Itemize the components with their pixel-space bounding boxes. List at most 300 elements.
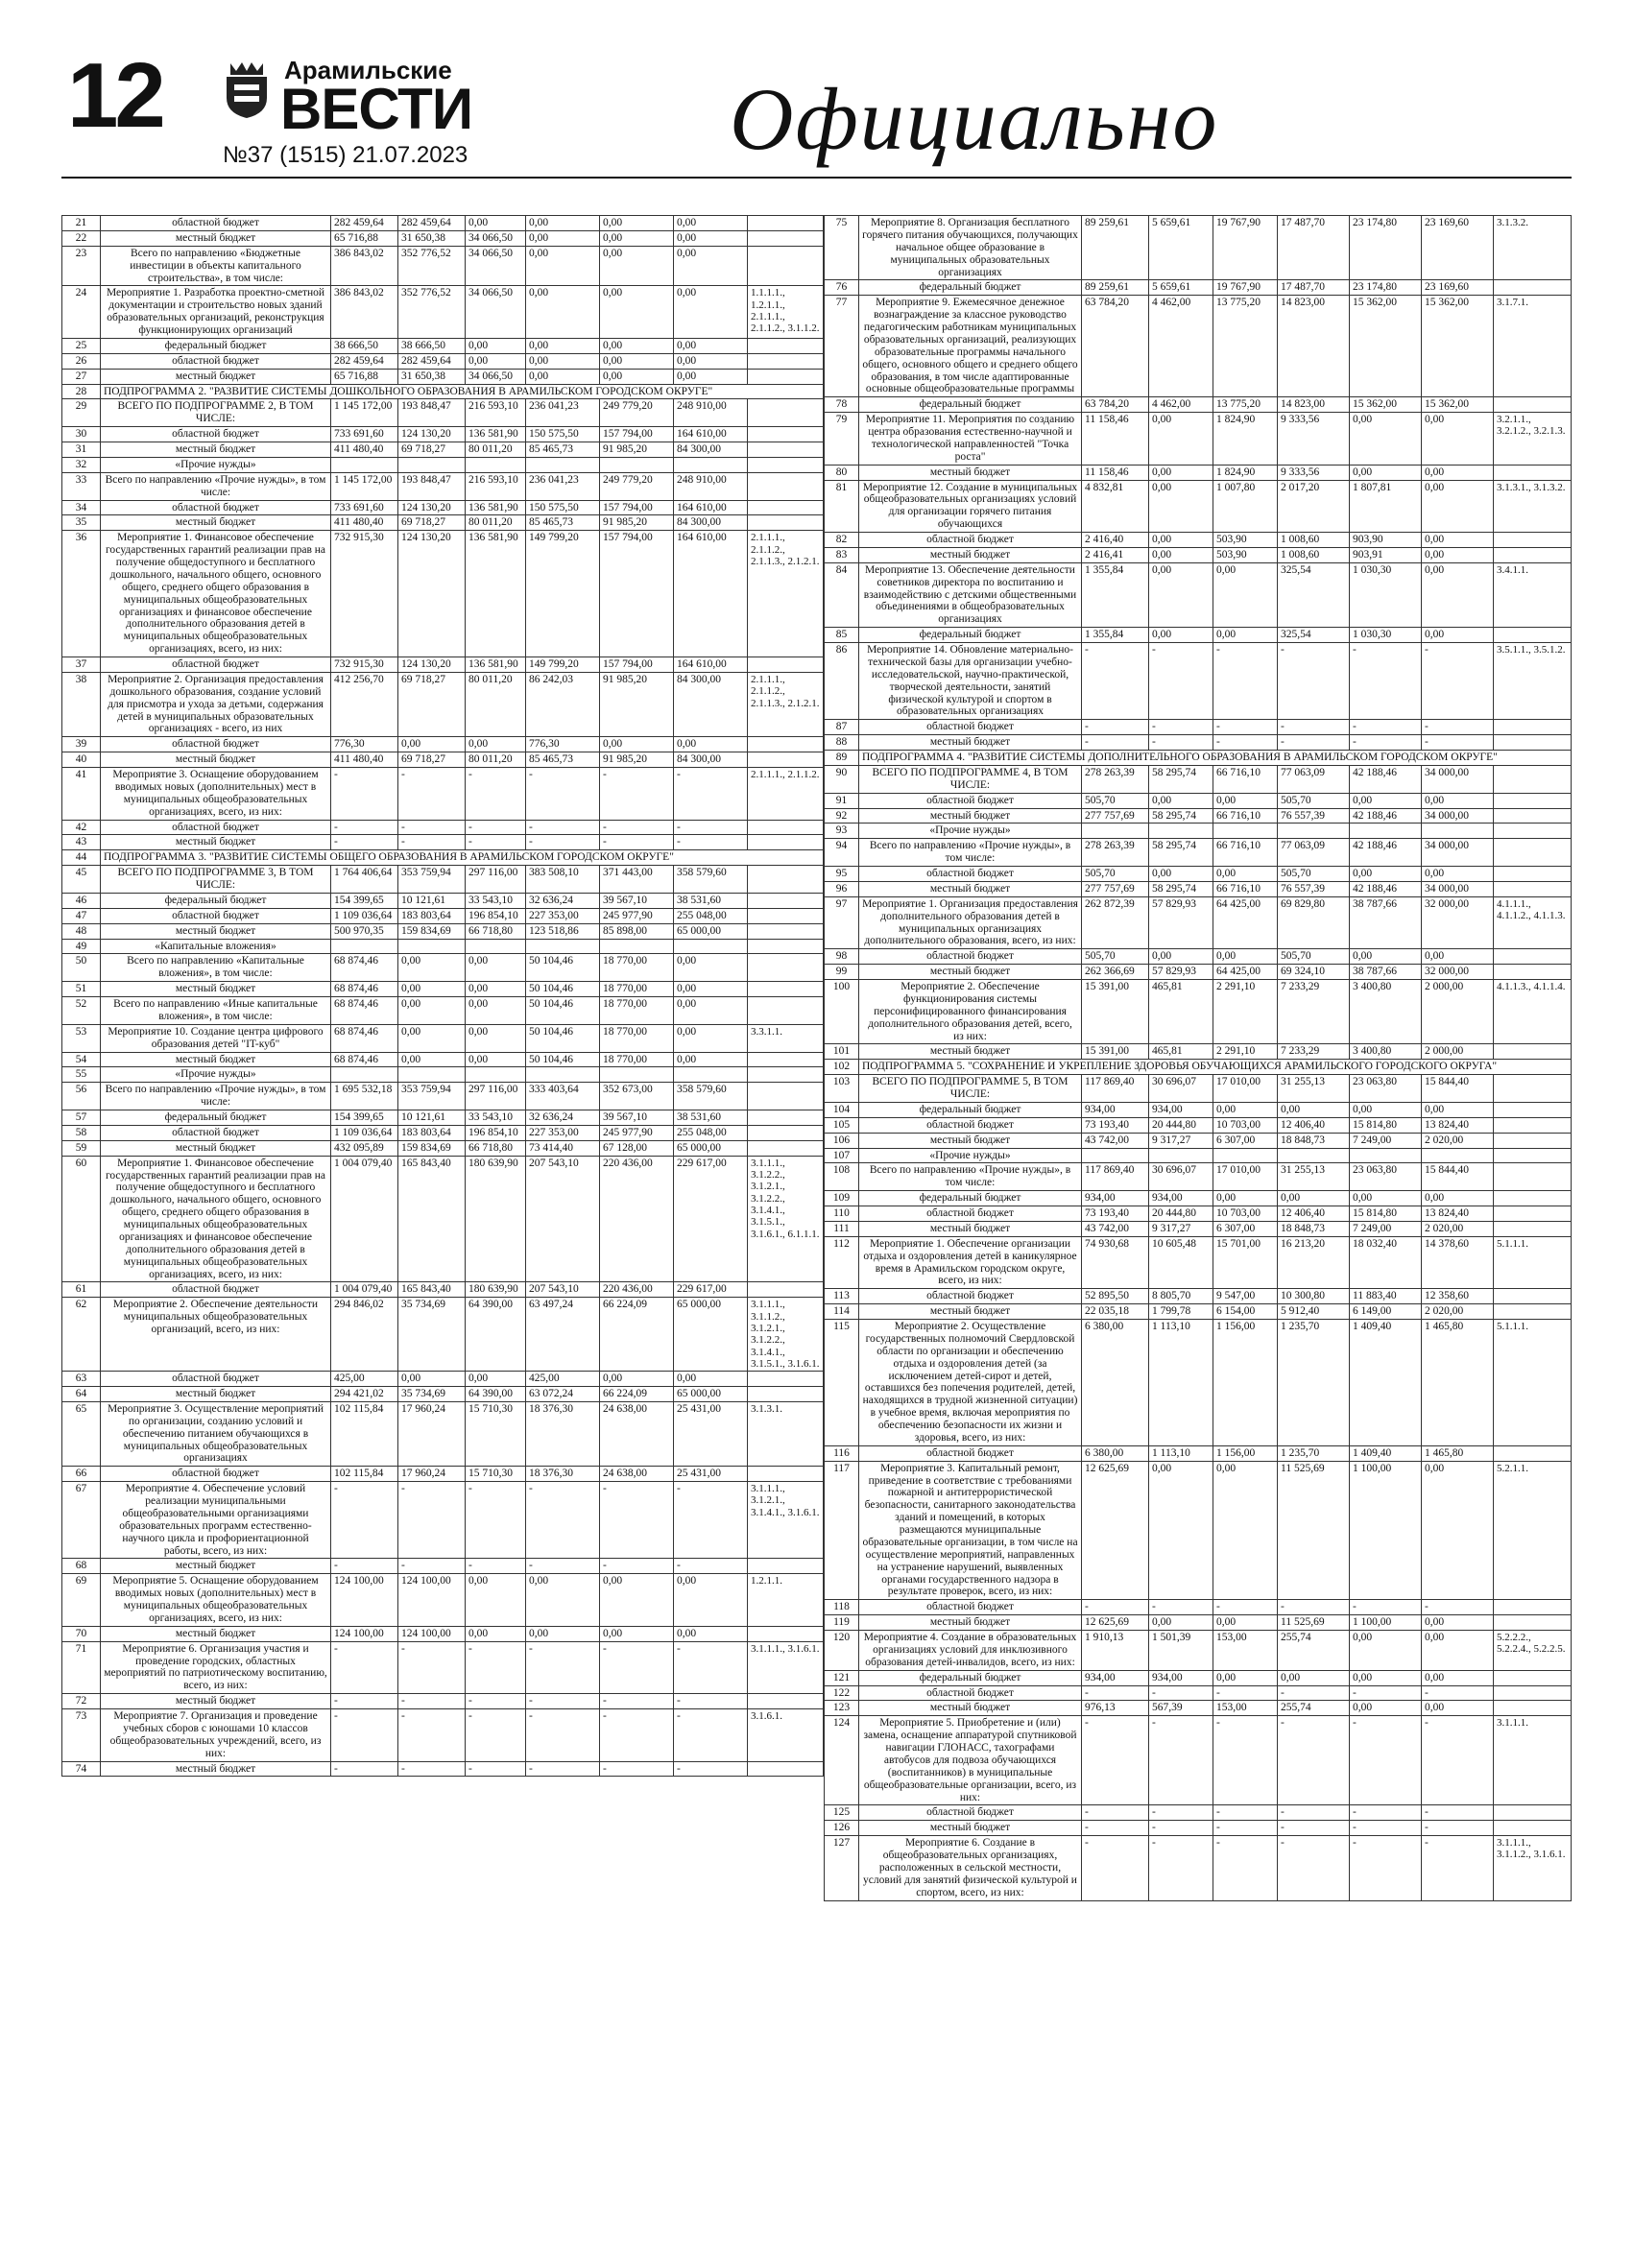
amount-cell: 153,00 (1213, 1631, 1278, 1671)
amount-cell: - (1213, 1805, 1278, 1821)
row-number: 118 (825, 1600, 859, 1615)
amount-cell: 150 575,50 (526, 500, 600, 515)
amount-cell: 66 718,80 (466, 1140, 526, 1156)
row-number: 108 (825, 1163, 859, 1191)
amount-cell: 0,00 (526, 286, 600, 339)
amount-cell: - (526, 1694, 600, 1709)
amount-cell: 17 010,00 (1213, 1163, 1278, 1191)
amount-cell: 38 666,50 (331, 338, 398, 353)
amount-cell: 1 355,84 (1082, 628, 1149, 643)
amount-cell: 11 525,69 (1278, 1461, 1350, 1600)
amount-cell: 0,00 (1278, 1191, 1350, 1206)
amount-cell: 13 775,20 (1213, 397, 1278, 413)
amount-cell: 0,00 (600, 1626, 674, 1641)
amount-cell: 227 353,00 (526, 908, 600, 923)
amount-cell: 3 400,80 (1350, 1044, 1422, 1060)
amount-cell: 12 406,40 (1278, 1117, 1350, 1133)
table-row (62, 1372, 824, 1387)
amount-cell: 1 409,40 (1350, 1445, 1422, 1461)
row-name: областной бюджет (859, 1117, 1082, 1133)
table-row (825, 216, 1572, 280)
amount-cell: 0,00 (1213, 628, 1278, 643)
table-row (62, 1387, 824, 1402)
row-name: местный бюджет (859, 1133, 1082, 1148)
amount-cell: - (1082, 1600, 1149, 1615)
amount-cell: 1 008,60 (1278, 547, 1350, 562)
amount-cell: 0,00 (1350, 1191, 1422, 1206)
amount-cell: 278 263,39 (1082, 839, 1149, 867)
amount-cell: 903,90 (1350, 533, 1422, 548)
amount-cell: 352 776,52 (398, 286, 466, 339)
row-number: 41 (62, 768, 101, 821)
amount-cell: 0,00 (398, 1052, 466, 1067)
table-row (825, 1445, 1572, 1461)
amount-cell: 255 048,00 (674, 908, 748, 923)
amount-cell: 31 255,13 (1278, 1163, 1350, 1191)
target-ref-cell (1494, 1805, 1572, 1821)
amount-cell: 386 843,02 (331, 246, 398, 286)
amount-cell: 34 000,00 (1422, 808, 1494, 824)
amount-cell: 353 759,94 (398, 1083, 466, 1110)
table-row (62, 399, 824, 427)
table-row (825, 1600, 1572, 1615)
target-ref-cell (1494, 628, 1572, 643)
amount-cell: 35 734,69 (398, 1387, 466, 1402)
target-ref-cell (1494, 881, 1572, 896)
row-number: 68 (62, 1559, 101, 1574)
amount-cell: 193 848,47 (398, 472, 466, 500)
amount-cell: - (600, 768, 674, 821)
row-number: 57 (62, 1110, 101, 1126)
target-ref-cell: 3.1.1.1., 3.1.6.1. (748, 1641, 824, 1694)
row-name: Мероприятие 8. Организация бесплатного горячего питания обучающихся, получающих начальное общее образование в муниципальных образовательных организациях (859, 216, 1082, 280)
row-number: 47 (62, 908, 101, 923)
row-name: местный бюджет (859, 1615, 1082, 1631)
row-number: 124 (825, 1716, 859, 1805)
amount-cell: 11 158,46 (1082, 413, 1149, 466)
amount-cell: 733 691,60 (331, 427, 398, 442)
row-number: 40 (62, 752, 101, 768)
amount-cell: 1 030,30 (1350, 562, 1422, 627)
row-number: 87 (825, 720, 859, 735)
target-ref-cell (748, 820, 824, 835)
amount-cell: 52 895,50 (1082, 1289, 1149, 1304)
amount-cell (331, 939, 398, 954)
row-name: областной бюджет (101, 1282, 331, 1298)
amount-cell: 69 718,27 (398, 442, 466, 458)
amount-cell: 39 567,10 (600, 1110, 674, 1126)
row-number: 35 (62, 515, 101, 531)
row-name: Мероприятие 14. Обновление материально-технической базы для организации учебно-исследовательской, научно-практической, творческой деятельности, занятий физической культурой и спортом в образовательных организациях (859, 643, 1082, 720)
table-row (825, 1060, 1572, 1075)
amount-cell: 34 066,50 (466, 230, 526, 246)
target-ref-cell (1494, 1289, 1572, 1304)
row-name: местный бюджет (101, 1694, 331, 1709)
table-row (825, 765, 1572, 793)
amount-cell: 262 366,69 (1082, 965, 1149, 980)
row-number: 100 (825, 980, 859, 1044)
amount-cell: - (331, 1482, 398, 1559)
amount-cell: - (398, 1641, 466, 1694)
row-name: областной бюджет (101, 353, 331, 369)
amount-cell: 0,00 (1149, 1461, 1213, 1600)
target-ref-cell (748, 997, 824, 1025)
target-ref-cell (1494, 808, 1572, 824)
amount-cell: 124 130,20 (398, 531, 466, 657)
row-number: 116 (825, 1445, 859, 1461)
amount-cell: 50 104,46 (526, 997, 600, 1025)
subprogram-heading: ПОДПРОГРАММА 2. "РАЗВИТИЕ СИСТЕМЫ ДОШКОЛЬНОГО ОБРАЗОВАНИЯ В АРАМИЛЬСКОМ ГОРОДСКОМ ОКРУГЕ" (101, 384, 824, 399)
amount-cell: 333 403,64 (526, 1083, 600, 1110)
target-ref-cell (748, 835, 824, 850)
amount-cell: 20 444,80 (1149, 1117, 1213, 1133)
amount-cell: - (1278, 720, 1350, 735)
amount-cell: - (466, 1709, 526, 1762)
amount-cell: 248 910,00 (674, 399, 748, 427)
amount-cell: - (674, 1761, 748, 1777)
target-ref-cell (748, 1140, 824, 1156)
amount-cell: 0,00 (1149, 793, 1213, 808)
amount-cell: 165 843,40 (398, 1156, 466, 1282)
table-row (62, 472, 824, 500)
amount-cell: 0,00 (1350, 1631, 1422, 1671)
amount-cell: 1 799,78 (1149, 1304, 1213, 1320)
target-ref-cell (748, 866, 824, 894)
row-name: Мероприятие 1. Организация предоставления дополнительного образования детей в муниципальных организациях дополнительного образования, всего, из них: (859, 896, 1082, 949)
target-ref-cell (748, 1467, 824, 1482)
row-number: 72 (62, 1694, 101, 1709)
table-row (825, 1304, 1572, 1320)
row-name: местный бюджет (859, 1821, 1082, 1836)
amount-cell: 236 041,23 (526, 472, 600, 500)
amount-cell: 38 787,66 (1350, 965, 1422, 980)
target-ref-cell: 2.1.1.1., 2.1.1.2., 2.1.1.3., 2.1.2.1. (748, 672, 824, 736)
amount-cell: 976,13 (1082, 1701, 1149, 1716)
amount-cell: - (1082, 720, 1149, 735)
amount-cell: 180 639,90 (466, 1156, 526, 1282)
amount-cell: 69 718,27 (398, 672, 466, 736)
row-name: Мероприятие 10. Создание центра цифрового образования детей "IT-куб" (101, 1024, 331, 1052)
row-number: 96 (825, 881, 859, 896)
budget-table-right (824, 215, 1572, 1901)
amount-cell: 15 710,30 (466, 1467, 526, 1482)
amount-cell: - (1278, 1821, 1350, 1836)
amount-cell: 0,00 (398, 997, 466, 1025)
table-row (62, 954, 824, 982)
row-name: «Прочие нужды» (859, 824, 1082, 839)
amount-cell: 23 169,60 (1422, 280, 1494, 296)
row-number: 67 (62, 1482, 101, 1559)
target-ref-cell (1494, 547, 1572, 562)
amount-cell: 0,00 (1149, 628, 1213, 643)
row-name: Мероприятие 5. Приобретение и (или) замена, оснащение аппаратурой спутниковой навигации ГЛОНАСС, тахографами автобусов для подвоза обучающихся (воспитанников) в муниципальные общеобразовательные организации, всего, из них: (859, 1716, 1082, 1805)
amount-cell: 64 390,00 (466, 1387, 526, 1402)
amount-cell: 0,00 (1213, 867, 1278, 882)
amount-cell: - (526, 1761, 600, 1777)
amount-cell: 17 487,70 (1278, 280, 1350, 296)
row-name: местный бюджет (101, 1140, 331, 1156)
amount-cell: 31 650,38 (398, 230, 466, 246)
table-row (62, 939, 824, 954)
row-name: Мероприятие 12. Создание в муниципальных общеобразовательных организациях условий для организации горячего питания обучающихся (859, 480, 1082, 533)
amount-cell: 157 794,00 (600, 427, 674, 442)
row-number: 54 (62, 1052, 101, 1067)
amount-cell: 0,00 (674, 338, 748, 353)
amount-cell: 85 898,00 (600, 923, 674, 939)
amount-cell (398, 1067, 466, 1083)
amount-cell: 934,00 (1149, 1102, 1213, 1117)
row-number: 110 (825, 1206, 859, 1222)
amount-cell: 12 625,69 (1082, 1615, 1149, 1631)
amount-cell: 66 716,10 (1213, 808, 1278, 824)
amount-cell: 0,00 (600, 737, 674, 752)
row-name: областной бюджет (859, 1289, 1082, 1304)
amount-cell: 207 543,10 (526, 1156, 600, 1282)
amount-cell: - (466, 835, 526, 850)
amount-cell: - (1350, 1716, 1422, 1805)
amount-cell: 66 716,10 (1213, 839, 1278, 867)
amount-cell: 11 525,69 (1278, 1615, 1350, 1631)
amount-cell: - (1149, 1836, 1213, 1900)
amount-cell: - (466, 1482, 526, 1559)
amount-cell: 0,00 (1422, 793, 1494, 808)
row-number: 83 (825, 547, 859, 562)
target-ref-cell (748, 515, 824, 531)
table-row (62, 1156, 824, 1282)
row-name: федеральный бюджет (101, 893, 331, 908)
amount-cell (600, 939, 674, 954)
row-number: 89 (825, 751, 859, 766)
amount-cell: 0,00 (600, 286, 674, 339)
target-ref-cell (1494, 397, 1572, 413)
amount-cell: 1 235,70 (1278, 1445, 1350, 1461)
amount-cell: 15 701,00 (1213, 1236, 1278, 1289)
amount-cell (1213, 824, 1278, 839)
amount-cell: - (600, 1559, 674, 1574)
amount-cell: - (1350, 1821, 1422, 1836)
target-ref-cell: 2.1.1.1., 2.1.1.2. (748, 768, 824, 821)
row-number: 42 (62, 820, 101, 835)
amount-cell: 13 775,20 (1213, 296, 1278, 397)
amount-cell: 255,74 (1278, 1631, 1350, 1671)
row-number: 95 (825, 867, 859, 882)
amount-cell (1149, 1148, 1213, 1163)
table-row (62, 427, 824, 442)
table-row (62, 1110, 824, 1126)
amount-cell: 34 066,50 (466, 246, 526, 286)
target-ref-cell (748, 982, 824, 997)
row-name: Всего по направлению «Прочие нужды», в том числе: (859, 1163, 1082, 1191)
amount-cell: 32 636,24 (526, 893, 600, 908)
amount-cell: 245 977,90 (600, 1125, 674, 1140)
amount-cell: 65 716,88 (331, 369, 398, 384)
table-row (825, 965, 1572, 980)
table-row (825, 881, 1572, 896)
amount-cell: 10 703,00 (1213, 1117, 1278, 1133)
row-number: 59 (62, 1140, 101, 1156)
amount-cell: - (526, 1641, 600, 1694)
amount-cell: 216 593,10 (466, 472, 526, 500)
row-number: 74 (62, 1761, 101, 1777)
amount-cell: 383 508,10 (526, 866, 600, 894)
amount-cell: 0,00 (526, 353, 600, 369)
amount-cell: 503,90 (1213, 533, 1278, 548)
amount-cell: 0,00 (466, 1052, 526, 1067)
amount-cell: 0,00 (466, 216, 526, 231)
amount-cell: - (466, 1694, 526, 1709)
amount-cell: 14 378,60 (1422, 1236, 1494, 1289)
amount-cell: 66 224,09 (600, 1387, 674, 1402)
amount-cell: 15 391,00 (1082, 980, 1149, 1044)
amount-cell: 465,81 (1149, 980, 1213, 1044)
amount-cell: 248 910,00 (674, 472, 748, 500)
table-row (62, 1574, 824, 1627)
table-row (825, 1117, 1572, 1133)
amount-cell: 9 317,27 (1149, 1133, 1213, 1148)
amount-cell: 74 930,68 (1082, 1236, 1149, 1289)
row-number: 97 (825, 896, 859, 949)
amount-cell: 35 734,69 (398, 1298, 466, 1372)
amount-cell: 0,00 (600, 246, 674, 286)
target-ref-cell (748, 1761, 824, 1777)
amount-cell (331, 457, 398, 472)
table-row (825, 839, 1572, 867)
amount-cell: 227 353,00 (526, 1125, 600, 1140)
table-row (825, 1206, 1572, 1222)
amount-cell: 216 593,10 (466, 399, 526, 427)
amount-cell: 262 872,39 (1082, 896, 1149, 949)
amount-cell: 277 757,69 (1082, 881, 1149, 896)
amount-cell: 0,00 (1149, 413, 1213, 466)
amount-cell: 1 113,10 (1149, 1445, 1213, 1461)
amount-cell: - (1149, 1685, 1213, 1701)
row-name: Мероприятие 6. Организация участия и проведение городских, областных мероприятий по патриотическому воспитанию, всего, из них: (101, 1641, 331, 1694)
amount-cell: 58 295,74 (1149, 881, 1213, 896)
amount-cell: 411 480,40 (331, 515, 398, 531)
row-name: местный бюджет (101, 1559, 331, 1574)
target-ref-cell: 3.1.6.1. (748, 1709, 824, 1762)
amount-cell: 505,70 (1278, 949, 1350, 965)
amount-cell: 0,00 (1350, 413, 1422, 466)
subprogram-heading: ПОДПРОГРАММА 3. "РАЗВИТИЕ СИСТЕМЫ ОБЩЕГО ОБРАЗОВАНИЯ В АРАМИЛЬСКОМ ГОРОДСКОМ ОКРУГЕ" (101, 850, 824, 866)
table-row (62, 442, 824, 458)
amount-cell: 16 213,20 (1278, 1236, 1350, 1289)
table-row (825, 628, 1572, 643)
amount-cell: 65 000,00 (674, 923, 748, 939)
table-row (62, 752, 824, 768)
target-ref-cell (1494, 1044, 1572, 1060)
table-row (62, 1694, 824, 1709)
row-name: Мероприятие 2. Организация предоставления дошкольного образования, создание условий для присмотра и ухода за детьми, содержания детей в муниципальных образовательных организациях - всего, из них (101, 672, 331, 736)
row-number: 104 (825, 1102, 859, 1117)
table-row (62, 1467, 824, 1482)
amount-cell: 0,00 (600, 1574, 674, 1627)
target-ref-cell (748, 923, 824, 939)
amount-cell: 66 718,80 (466, 923, 526, 939)
row-number: 31 (62, 442, 101, 458)
amount-cell: 9 547,00 (1213, 1289, 1278, 1304)
row-name: областной бюджет (101, 820, 331, 835)
table-row (62, 1083, 824, 1110)
amount-cell: - (1082, 1685, 1149, 1701)
table-row (62, 457, 824, 472)
amount-cell: - (398, 835, 466, 850)
amount-cell (1149, 824, 1213, 839)
amount-cell: 0,00 (1213, 1670, 1278, 1685)
table-row (62, 353, 824, 369)
amount-cell: - (1082, 1716, 1149, 1805)
amount-cell: 86 242,03 (526, 672, 600, 736)
amount-cell: 282 459,64 (398, 216, 466, 231)
amount-cell: 4 832,81 (1082, 480, 1149, 533)
amount-cell: 0,00 (1149, 465, 1213, 480)
amount-cell: 42 188,46 (1350, 881, 1422, 896)
row-name: областной бюджет (859, 793, 1082, 808)
row-number: 43 (62, 835, 101, 850)
amount-cell: 358 579,60 (674, 1083, 748, 1110)
amount-cell: 65 000,00 (674, 1140, 748, 1156)
amount-cell: - (1149, 1805, 1213, 1821)
row-number: 36 (62, 531, 101, 657)
table-row (825, 867, 1572, 882)
row-name: «Прочие нужды» (859, 1148, 1082, 1163)
amount-cell: 73 193,40 (1082, 1117, 1149, 1133)
row-number: 123 (825, 1701, 859, 1716)
amount-cell: 12 358,60 (1422, 1289, 1494, 1304)
amount-cell: 15 814,80 (1350, 1117, 1422, 1133)
row-number: 85 (825, 628, 859, 643)
row-name: местный бюджет (101, 1052, 331, 1067)
target-ref-cell (1494, 965, 1572, 980)
amount-cell: 68 874,46 (331, 1024, 398, 1052)
target-ref-cell (1494, 1133, 1572, 1148)
target-ref-cell (1494, 949, 1572, 965)
amount-cell: - (600, 1482, 674, 1559)
amount-cell: 1 145 172,00 (331, 472, 398, 500)
amount-cell: 2 000,00 (1422, 1044, 1494, 1060)
amount-cell: 154 399,65 (331, 1110, 398, 1126)
target-ref-cell (1494, 1148, 1572, 1163)
table-row (825, 1221, 1572, 1236)
amount-cell: 0,00 (674, 1024, 748, 1052)
row-name: областной бюджет (101, 737, 331, 752)
amount-cell: 0,00 (1213, 1191, 1278, 1206)
amount-cell: - (1149, 643, 1213, 720)
amount-cell: 10 121,61 (398, 1110, 466, 1126)
amount-cell: 14 823,00 (1278, 397, 1350, 413)
row-name: местный бюджет (859, 1221, 1082, 1236)
row-number: 29 (62, 399, 101, 427)
amount-cell: 358 579,60 (674, 866, 748, 894)
row-name: Всего по направлению «Прочие нужды», в том числе: (101, 472, 331, 500)
amount-cell: 11 883,40 (1350, 1289, 1422, 1304)
amount-cell: 0,00 (1422, 867, 1494, 882)
amount-cell: - (674, 768, 748, 821)
amount-cell: 7 233,29 (1278, 1044, 1350, 1060)
amount-cell: - (1149, 1821, 1213, 1836)
target-ref-cell (748, 427, 824, 442)
row-name: Мероприятие 1. Финансовое обеспечение государственных гарантий реализации прав на получение общедоступного и бесплатного дошкольного, начального общего, основного общего, среднего общего образования в муниципальных общеобразовательных организациях и финансовое обеспечение дополнительного образования детей в муниципальных общеобразовательных организациях, всего, из них: (101, 531, 331, 657)
amount-cell: 180 639,90 (466, 1282, 526, 1298)
target-ref-cell (748, 457, 824, 472)
row-name: областной бюджет (859, 720, 1082, 735)
amount-cell: 69 718,27 (398, 515, 466, 531)
amount-cell: 64 425,00 (1213, 965, 1278, 980)
amount-cell: 0,00 (398, 982, 466, 997)
target-ref-cell: 3.1.7.1. (1494, 296, 1572, 397)
amount-cell: 6 380,00 (1082, 1320, 1149, 1446)
amount-cell: 9 317,27 (1149, 1221, 1213, 1236)
